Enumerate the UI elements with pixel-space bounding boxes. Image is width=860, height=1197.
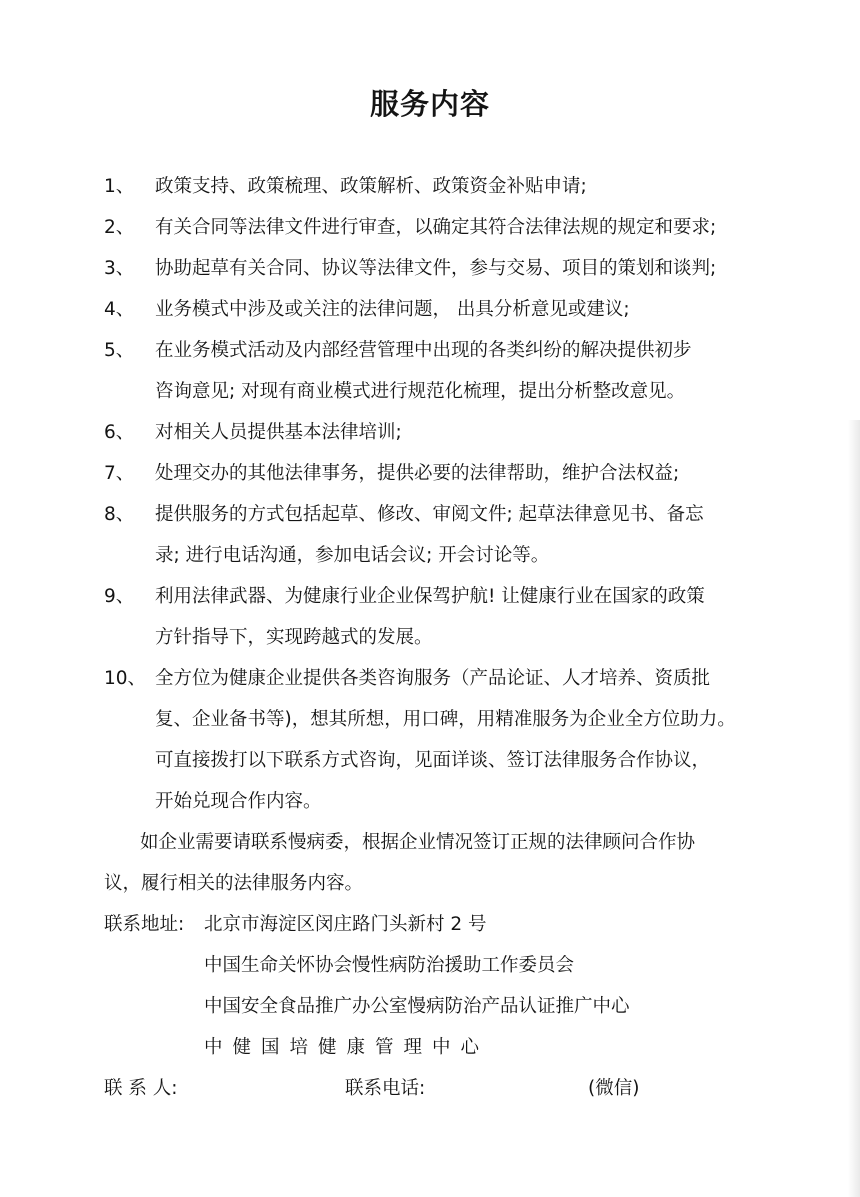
item-number: 7、 (104, 463, 135, 484)
item-number: 8、 (104, 504, 135, 525)
organization-name: 中国安全食品推广办公室慢病防治产品认证推广中心 (204, 996, 630, 1017)
item-text: 可直接拨打以下联系方式咨询，见面详谈、签订法律服务合作协议， (155, 750, 711, 771)
item-number: 5、 (104, 340, 135, 361)
address-label: 联系地址: (104, 914, 185, 935)
item-text: 提供服务的方式包括起草、修改、审阅文件; 起草法律意见书、备忘 (155, 504, 704, 525)
item-text: 在业务模式活动及内部经营管理中出现的各类纠纷的解决提供初步 (155, 340, 692, 361)
item-number: 2、 (104, 217, 135, 238)
item-number: 6、 (104, 422, 135, 443)
contact-person-label: 联 系 人: (104, 1078, 178, 1099)
contact-phone-label: 联系电话: (345, 1078, 426, 1099)
item-number: 10、 (104, 668, 147, 689)
item-text: 业务模式中涉及或关注的法律问题， 出具分析意见或建议; (155, 299, 630, 320)
closing-paragraph-line: 如企业需要请联系慢病委，根据企业情况签订正规的法律顾问合作协 (140, 832, 696, 853)
item-number: 9、 (104, 586, 135, 607)
wechat-label: (微信) (588, 1078, 640, 1099)
item-number: 3、 (104, 258, 135, 279)
item-text: 复、企业备书等)，想其所想，用口碑，用精准服务为企业全方位助力。 (155, 709, 736, 730)
address-text: 北京市海淀区闵庄路门头新村 2 号 (204, 914, 487, 935)
item-text: 录; 进行电话沟通，参加电话会议; 开会讨论等。 (155, 545, 550, 566)
page-title: 服务内容 (369, 87, 490, 121)
item-text: 全方位为健康企业提供各类咨询服务（产品论证、人才培养、资质批 (155, 668, 711, 689)
item-text: 咨询意见; 对现有商业模式进行规范化梳理，提出分析整改意见。 (155, 381, 686, 402)
organization-name: 中健国培健康管理中心 (204, 1037, 490, 1058)
item-text: 方针指导下，实现跨越式的发展。 (155, 627, 433, 648)
item-number: 4、 (104, 299, 135, 320)
item-text: 开始兑现合作内容。 (155, 791, 322, 812)
page-edge-shadow (848, 420, 860, 1197)
closing-paragraph-line: 议，履行相关的法律服务内容。 (104, 873, 364, 894)
item-text: 有关合同等法律文件进行审查，以确定其符合法律法规的规定和要求; (155, 217, 717, 238)
organization-name: 中国生命关怀协会慢性病防治援助工作委员会 (204, 955, 575, 976)
item-text: 政策支持、政策梳理、政策解析、政策资金补贴申请; (155, 176, 587, 197)
item-text: 处理交办的其他法律事务，提供必要的法律帮助，维护合法权益; (155, 463, 680, 484)
item-text: 协助起草有关合同、协议等法律文件，参与交易、项目的策划和谈判; (155, 258, 717, 279)
item-number: 1、 (104, 176, 135, 197)
item-text: 利用法律武器、为健康行业企业保驾护航! 让健康行业在国家的政策 (155, 586, 705, 607)
item-text: 对相关人员提供基本法律培训; (155, 422, 402, 443)
